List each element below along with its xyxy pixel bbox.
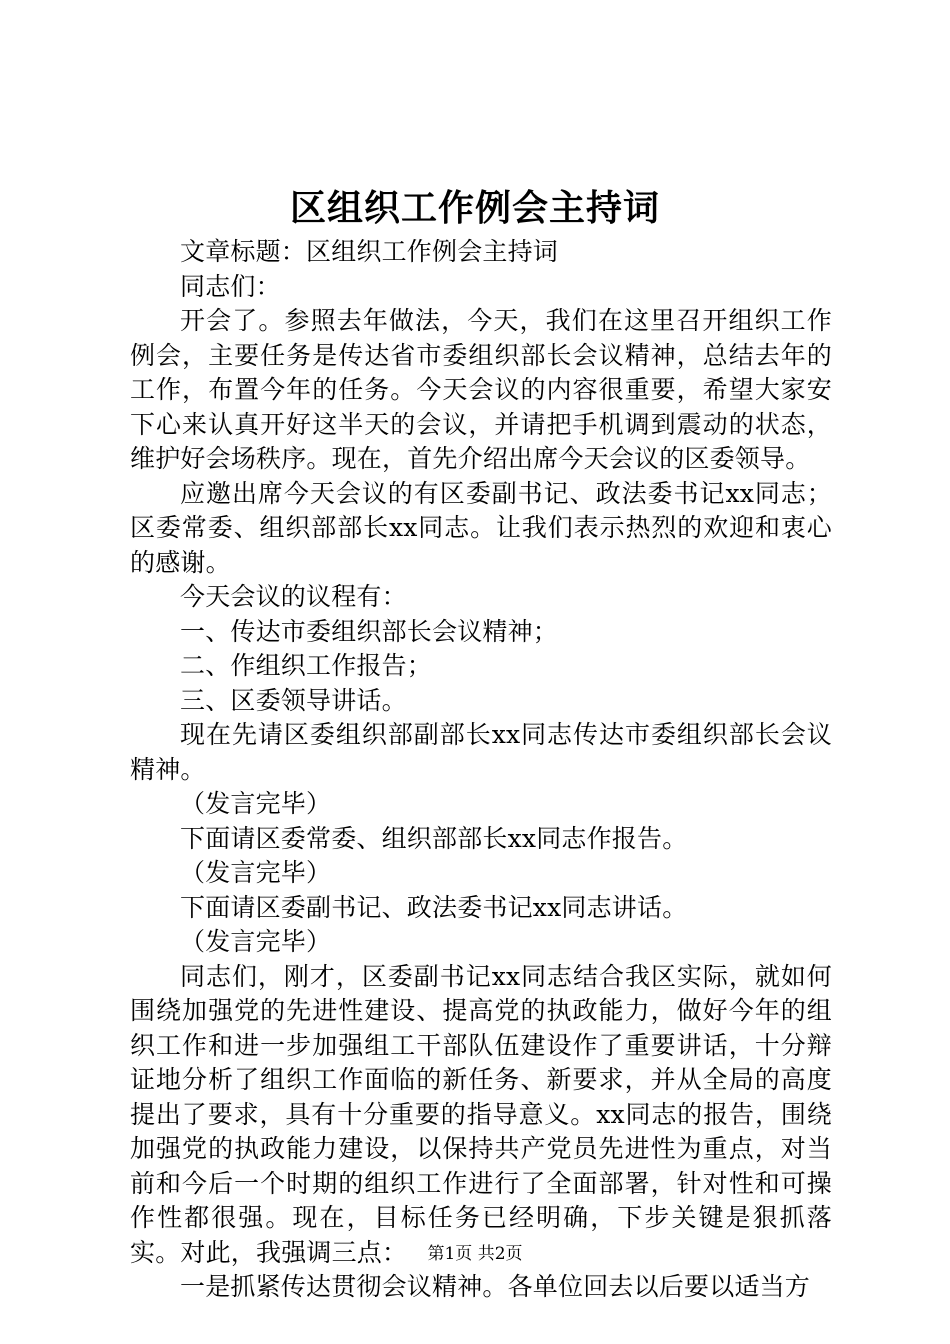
paragraph-agenda-item-2: 二、作组织工作报告； xyxy=(180,651,433,680)
paragraph-salutation: 同志们： xyxy=(180,271,281,301)
paragraph-point-one: 一是抓紧传达贯彻会议精神。各单位回去以后要以适当方 xyxy=(180,1272,811,1301)
paragraph-third-speaker: 下面请区委副书记、政法委书记xx同志讲话。 xyxy=(180,892,688,922)
paragraph-summary: 同志们，刚才，区委副书记xx同志结合我区实际，就如何围绕加强党的先进性建设、提高党的执政能力，做好今年的组织工作和进一步加强组工干部队伍建设作了重要讲话，十分辩证地分析了组织工作面临的新任务、新要求，并从全局的高度提出了要求，具有十分重要的指导意义。xx同志的报告，围绕加强党的执政能力建设，以保持共产党员先进性为重点，对当前和今后一个时期的组织工作进行了全面部署，针对性和可操作性都很强。现在，目标任务已经明确，下步关键是狠抓落实。对此，我强调三点： xyxy=(130,961,832,1267)
document-body xyxy=(130,235,832,1305)
paragraph-first-speaker: 现在先请区委组织部副部长xx同志传达市委组织部长会议精神。 xyxy=(130,720,832,784)
page-footer: 第1页 共2页 xyxy=(427,1244,523,1264)
paragraph-agenda-intro: 今天会议的议程有： xyxy=(180,582,407,611)
paragraph-attendees: 应邀出席今天会议的有区委副书记、政法委书记xx同志；区委常委、组织部部长xx同志。让我们表示热烈的欢迎和衷心的感谢。 xyxy=(130,478,832,577)
paragraph-speech-finished-3: （发言完毕） xyxy=(180,927,332,956)
paragraph-speech-finished-2: （发言完毕） xyxy=(180,858,332,887)
paragraph-opening: 开会了。参照去年做法，今天，我们在这里召开组织工作例会，主要任务是传达省市委组织部长会议精神，总结去年的工作，布置今年的任务。今天会议的内容很重要，希望大家安下心来认真开好这半天的会议，并请把手机调到震动的状态，维护好会场秩序。现在，首先介绍出席今天会议的区委领导。 xyxy=(130,306,832,473)
paragraph-article-title: 文章标题：区组织工作例会主持词 xyxy=(180,237,559,266)
paragraph-agenda-item-1: 一、传达市委组织部长会议精神； xyxy=(180,616,559,646)
paragraph-speech-finished-1: （发言完毕） xyxy=(180,789,332,818)
page-title: 区组织工作例会主持词 xyxy=(289,187,660,229)
paragraph-second-speaker: 下面请区委常委、组织部部长xx同志作报告。 xyxy=(180,823,688,853)
paragraph-agenda-item-3: 三、区委领导讲话。 xyxy=(180,685,407,715)
